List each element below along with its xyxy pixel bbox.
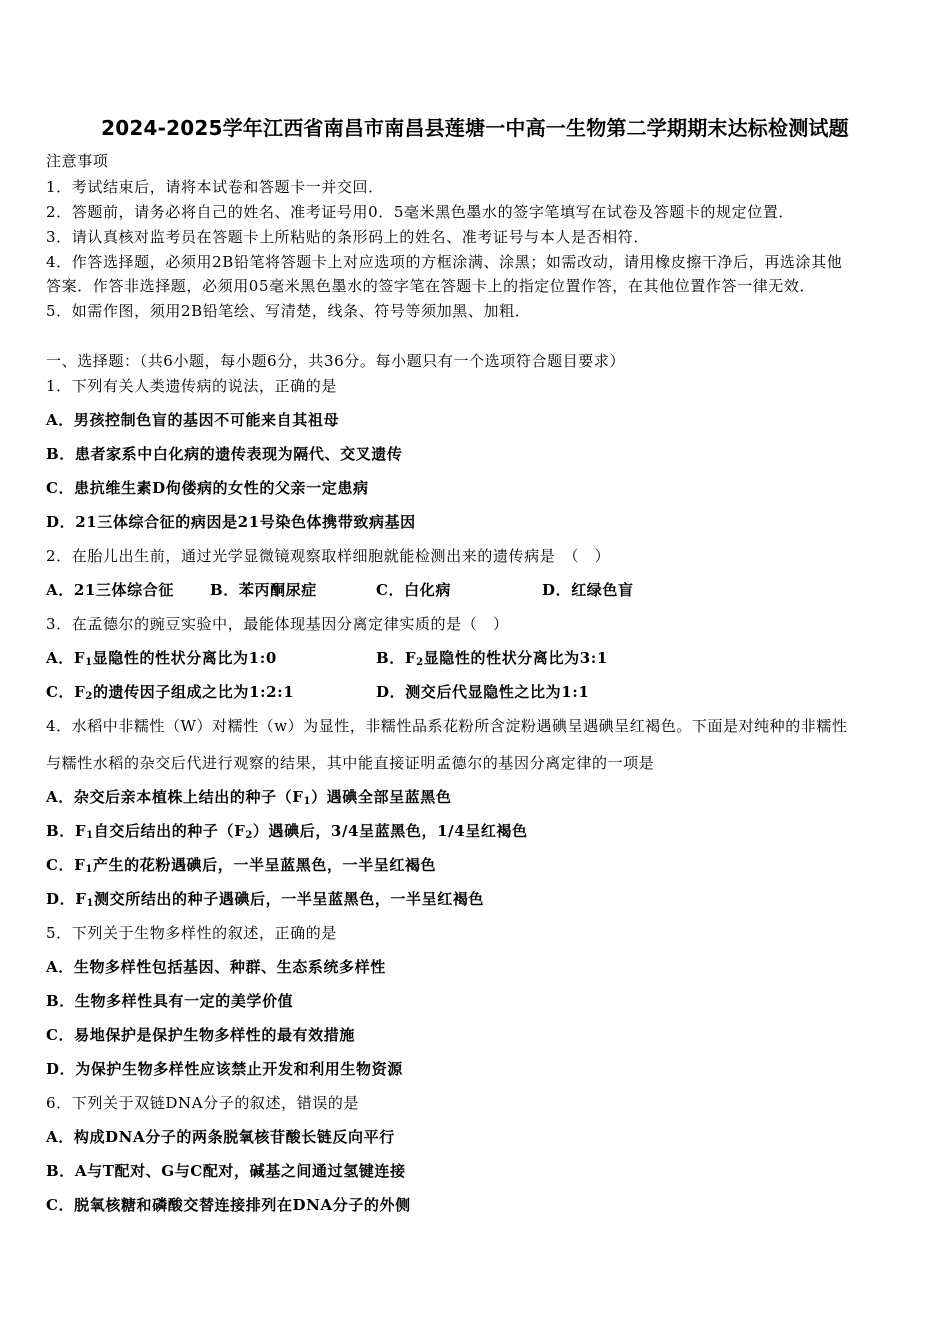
- q3-option-d: D．测交后代显隐性之比为1:1: [376, 683, 590, 701]
- notice-item-2: 2．答题前，请务必将自己的姓名、准考证号用0．5毫米黑色墨水的签字笔填写在试卷及答题卡的规定位置．: [46, 203, 795, 221]
- q5-option-a: A．生物多样性包括基因、种群、生态系统多样性: [46, 958, 386, 976]
- question-1-stem: [46, 376, 337, 396]
- q2-option-a: A．21三体综合征: [46, 581, 174, 599]
- notice-item-4: 4．作答选择题，必须用2B铅笔将答题卡上对应选项的方框涂满、涂黑；如需改动，请用橡皮擦干净后，再选涂其他: [46, 253, 843, 271]
- q5-option-d: D．为保护生物多样性应该禁止开发和利用生物资源: [46, 1060, 403, 1078]
- q3-option-c: C．$F_2$的遗传因子组成之比为1:2:1: [46, 683, 295, 702]
- question-number: 6．: [46, 1094, 72, 1112]
- question-text: 在胎儿出生前，通过光学显微镜观察取样细胞就能检测出来的遗传病是 （ ）: [71, 547, 611, 565]
- question-number: 2．: [46, 547, 72, 565]
- question-4-stem-cont: 与糯性水稻的杂交后代进行观察的结果，其中能直接证明孟德尔的基因分离定律的一项是: [46, 754, 655, 772]
- question-text: 下列有关人类遗传病的说法，正确的是: [71, 377, 337, 395]
- question-text: 水稻中非糯性（W）对糯性（w）为显性，非糯性品系花粉所含淀粉遇碘呈遇碘呈红褐色。下面是对纯种的非糯性: [71, 717, 848, 735]
- q2-option-b: B．苯丙酮尿症: [210, 581, 317, 599]
- notice-item-4-cont: 答案．作答非选择题，必须用05毫米黑色墨水的签字笔在答题卡上的指定位置作答，在其他位置作答一律无效．: [46, 277, 816, 295]
- question-number: 3．: [46, 615, 72, 633]
- question-5-stem: [46, 923, 337, 943]
- notice-heading: 注意事项: [46, 152, 109, 170]
- question-number: 1．: [46, 377, 72, 395]
- question-2-stem: [46, 546, 610, 566]
- q4-option-d: D．$F_1$测交所结出的种子遇碘后，一半呈蓝黑色，一半呈红褐色: [46, 890, 485, 909]
- page-title: 2024-2025学年江西省南昌市南昌县莲塘一中高一生物第二学期期末达标检测试题: [101, 116, 849, 140]
- notice-item-3: 3．请认真核对监考员在答题卡上所粘贴的条形码上的姓名、准考证号与本人是否相符．: [46, 228, 649, 246]
- q1-option-b: B．患者家系中白化病的遗传表现为隔代、交叉遗传: [46, 445, 403, 463]
- question-text: 在孟德尔的豌豆实验中，最能体现基因分离定律实质的是（ ）: [71, 615, 509, 633]
- question-6-stem: [46, 1093, 359, 1113]
- q3-option-b: B．$F_2$显隐性的性状分离比为3:1: [376, 649, 608, 668]
- question-number: 4．: [46, 717, 72, 735]
- q4-option-c: C．$F_1$产生的花粉遇碘后，一半呈蓝黑色，一半呈红褐色: [46, 856, 437, 875]
- q4-option-a: A．杂交后亲本植株上结出的种子$(F_1)$遇碘全部呈蓝黑色: [46, 788, 452, 807]
- q2-option-d: D．红绿色盲: [542, 581, 634, 599]
- q5-option-c: C．易地保护是保护生物多样性的最有效措施: [46, 1026, 355, 1044]
- question-text: 下列关于双链DNA分子的叙述，错误的是: [71, 1094, 360, 1112]
- q1-option-a: A．男孩控制色盲的基因不可能来自其祖母: [46, 411, 340, 429]
- q4-option-b: B．$F_1$自交后结出的种子$(F_2)$遇碘后，3/4呈蓝黑色，1/4呈红褐色: [46, 822, 528, 841]
- question-4-stem: [46, 716, 847, 736]
- q1-option-c: C．患抗维生素D佝偻病的女性的父亲一定患病: [46, 479, 369, 497]
- section-heading: 一、选择题：（共6小题，每小题6分，共36分。每小题只有一个选项符合题目要求）: [46, 352, 626, 370]
- q1-option-d: D．21三体综合征的病因是21号染色体携带致病基因: [46, 513, 416, 531]
- q6-option-b: B．A与T配对、G与C配对，碱基之间通过氢键连接: [46, 1162, 406, 1180]
- q6-option-a: A．构成DNA分子的两条脱氧核苷酸长链反向平行: [46, 1128, 395, 1146]
- question-3-stem: [46, 614, 509, 634]
- question-number: 5．: [46, 924, 72, 942]
- q5-option-b: B．生物多样性具有一定的美学价值: [46, 992, 294, 1010]
- q2-option-c: C．白化病: [376, 581, 451, 599]
- notice-item-5: 5．如需作图，须用2B铅笔绘、写清楚，线条、符号等须加黑、加粗．: [46, 302, 531, 320]
- question-text: 下列关于生物多样性的叙述，正确的是: [71, 924, 337, 942]
- notice-item-1: 1．考试结束后，请将本试卷和答题卡一并交回．: [46, 178, 384, 196]
- q6-option-c: C．脱氧核糖和磷酸交替连接排列在DNA分子的外侧: [46, 1196, 411, 1214]
- q3-option-a: A．$F_1$显隐性的性状分离比为1:0: [46, 649, 277, 668]
